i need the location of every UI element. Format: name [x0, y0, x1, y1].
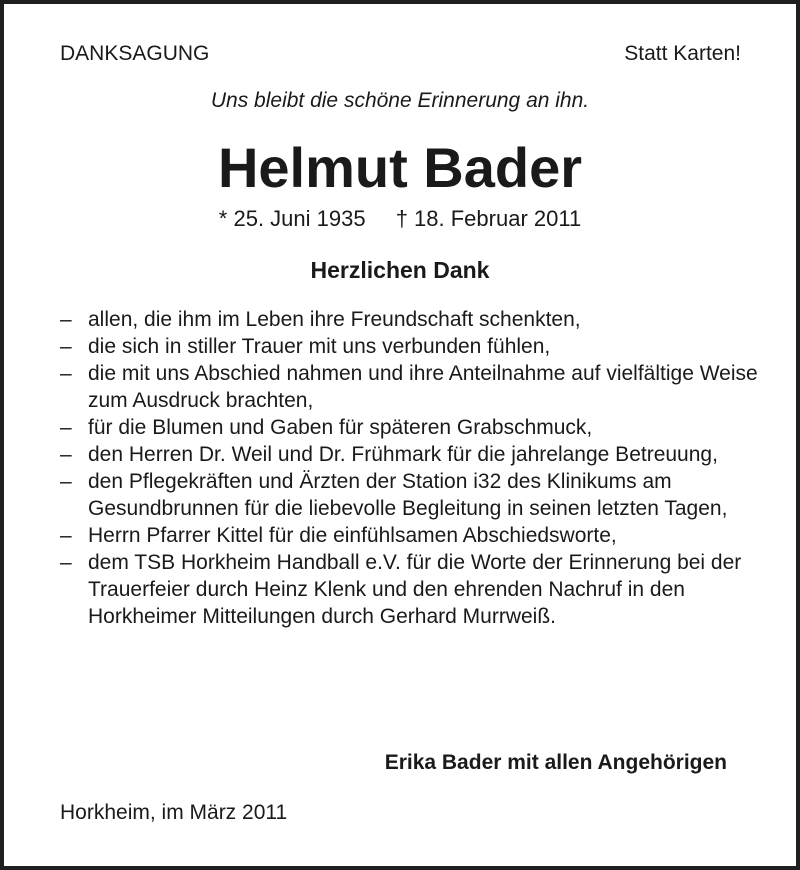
- list-item: – für die Blumen und Gaben für späteren Grabschmuck,: [60, 416, 593, 439]
- dash-bullet: –: [60, 416, 72, 439]
- list-item: – den Herren Dr. Weil und Dr. Frühmark für die jahrelange Betreuung,: [60, 443, 718, 466]
- birth-date: * 25. Juni 1935: [218, 206, 366, 231]
- list-item: – den Pflegekräften und Ärzten der Station i32 des Klinikums am Gesundbrunnen für die liebevolle Begleitung in seinen letzten Tagen,: [60, 470, 728, 520]
- dash-bullet: –: [60, 470, 72, 493]
- dash-bullet: –: [60, 308, 72, 331]
- death-date: † 18. Februar 2011: [395, 206, 582, 231]
- list-item: – die mit uns Abschied nahmen und ihre Anteilnahme auf vielfältige Weise zum Ausdruck brachten,: [60, 362, 758, 412]
- thanks-heading: Herzlichen Dank: [310, 257, 490, 283]
- dash-bullet: –: [60, 524, 72, 547]
- list-item: – allen, die ihm im Leben ihre Freundschaft schenkten,: [60, 308, 581, 331]
- list-item: – Herrn Pfarrer Kittel für die einfühlsamen Abschiedsworte,: [60, 524, 617, 547]
- motto-text: Uns bleibt die schöne Erinnerung an ihn.: [210, 89, 590, 112]
- list-item: – dem TSB Horkheim Handball e.V. für die Worte der Erinnerung bei der Trauerfeier durch Heinz Klenk und den ehrenden Nachruf in den Horkheimer Mitteilungen durch Gerhard Murrweiß.: [60, 551, 742, 628]
- life-dates: [0, 206, 800, 232]
- statt-karten-label: Statt Karten!: [624, 42, 741, 65]
- place-date: Horkheim, im März 2011: [60, 801, 288, 824]
- notice-label: DANKSAGUNG: [60, 42, 210, 65]
- dash-bullet: –: [60, 335, 72, 358]
- thanks-list: [60, 306, 760, 630]
- dash-bullet: –: [60, 551, 72, 574]
- dash-bullet: –: [60, 362, 72, 385]
- dash-bullet: –: [60, 443, 72, 466]
- list-item: – die sich in stiller Trauer mit uns verbunden fühlen,: [60, 335, 551, 358]
- signature: Erika Bader mit allen Angehörigen: [384, 751, 727, 774]
- deceased-name: Helmut Bader: [217, 136, 583, 199]
